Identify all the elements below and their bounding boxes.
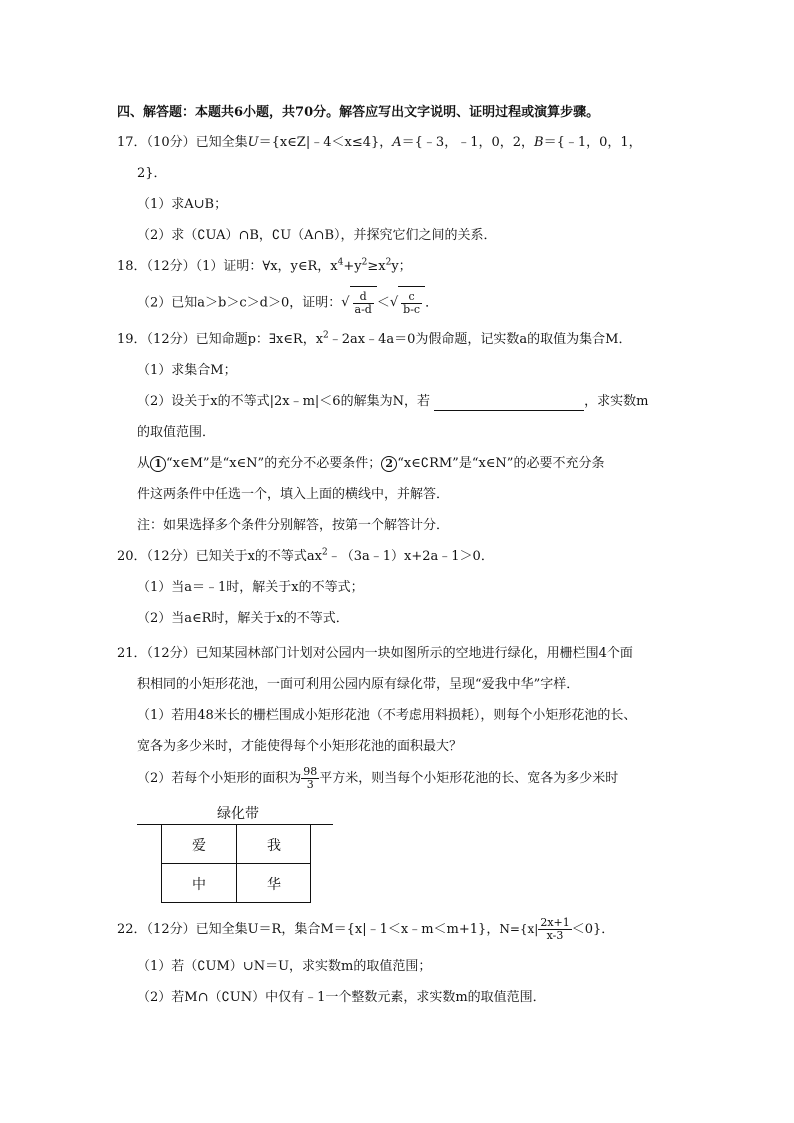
question-20-part-1: （1）当a＝﹣1时，解关于x的不等式； bbox=[137, 580, 364, 595]
question-22-part-2: （2）若M∩（∁UN）中仅有﹣1一个整数元素，求实数m的取值范围． bbox=[137, 990, 546, 1005]
question-20-stem: 20．（12分）已知关于x的不等式$ax^2﹣(3a﹣1)x+2a﹣1>0$． bbox=[117, 547, 494, 564]
question-19-part-2: （2）设关于x的不等式|2x﹣m|＜6的解集为N，若 ，求实数m bbox=[137, 394, 649, 409]
question-19-conditions: 从 1 “x∈M”是“x∈N”的充分不必要条件； 2 “x∈∁RM”是“x∈N”的必要不充分条 bbox=[137, 456, 605, 471]
question-19-conditions-cont: 件这两条件中任选一个，填入上面的横线中，并解答． bbox=[137, 487, 450, 502]
question-22-part-1: （1）若（∁UM）∪N＝U，求实数m的取值范围； bbox=[137, 959, 432, 974]
sqrt-expression-1: √ $\frac{d}{a-d}$ bbox=[341, 286, 377, 320]
question-21-part-2: （2）若每个小矩形的面积为 $\frac{98}{3}$ 平方米，则当每个小矩形花池的长、宽各为多少米时 bbox=[137, 765, 619, 791]
question-17-stem: 17．（10分）已知全集U＝{x∈Z|﹣4＜x≤4}，A＝{﹣3，﹣1，0，2，B＝{﹣1，0，1， bbox=[117, 135, 642, 150]
fill-blank bbox=[434, 396, 584, 411]
question-22-stem: 22．（12分）已知全集U＝R，集合M＝{x|﹣1＜x﹣m＜m+1}，N={x| $\frac{2x+1}{x-3}$ ＜0}． bbox=[117, 916, 615, 942]
cell-ai: 爱 bbox=[192, 838, 206, 854]
fraction-n-set: $\frac{2x+1}{x-3}$ bbox=[540, 916, 570, 942]
garden-diagram bbox=[137, 803, 337, 903]
question-21-stem: 21．（12分）已知某园林部门计划对公园内一块如图所示的空地进行绿化，用栅栏围4个面 bbox=[117, 646, 633, 661]
question-21-stem-cont: 积相同的小矩形花池，一面可利用公园内原有绿化带，呈现“爱我中华”字样． bbox=[137, 677, 580, 692]
question-21-part-1: （1）若用48米长的栅栏围成小矩形花池（不考虑用料损耗），则每个小矩形花池的长、 bbox=[137, 708, 637, 723]
question-21-part-1-cont: 宽各为多少米时，才能使得每个小矩形花池的面积最大？ bbox=[137, 739, 463, 754]
circled-number-2: 2 bbox=[381, 456, 397, 472]
question-17-part-1: （1）求A∪B； bbox=[137, 197, 228, 212]
cell-wo: 我 bbox=[267, 838, 281, 854]
cell-zhong: 中 bbox=[192, 877, 206, 893]
green-belt-label: 绿化带 bbox=[217, 806, 259, 822]
fraction-98-3: $\frac{98}{3}$ bbox=[303, 765, 318, 791]
question-19-part-1: （1）求集合M； bbox=[137, 363, 237, 378]
circled-number-1: 1 bbox=[150, 456, 166, 472]
sqrt-expression-2: √ $\frac{c}{b-c}$ bbox=[390, 286, 425, 320]
question-19-note: 注：如果选择多个条件分别解答，按第一个解答计分． bbox=[137, 518, 450, 533]
question-20-part-2: （2）当a∈R时，解关于x的不等式． bbox=[137, 611, 349, 626]
question-17-stem-cont: 2}． bbox=[137, 166, 167, 181]
section-title: 四、解答题：本题共6小题，共70分。解答应写出文字说明、证明过程或演算步骤。 bbox=[117, 105, 600, 120]
cell-hua: 华 bbox=[267, 877, 281, 893]
question-18-part-1: 18．（12分）（1）证明：∀x，y∈R，$x^4+y^2\ge x^2y$； bbox=[117, 257, 412, 274]
question-18-part-2: （2）已知a＞b＞c＞d＞0，证明： √ $\frac{d}{a-d}$ ＜ √ $\frac{c}{b-c}$ ． bbox=[137, 286, 438, 320]
question-19-stem: 19．（12分）已知命题p：∃x∈R，$x^2﹣2ax﹣4a=0$为假命题，记实数a的取值为集合M． bbox=[117, 330, 632, 347]
flower-bed-grid bbox=[161, 824, 311, 903]
question-17-part-2: （2）求（∁UA）∩B，∁U（A∩B），并探究它们之间的关系． bbox=[137, 228, 497, 243]
question-19-part-2-cont: 的取值范围． bbox=[137, 425, 216, 440]
